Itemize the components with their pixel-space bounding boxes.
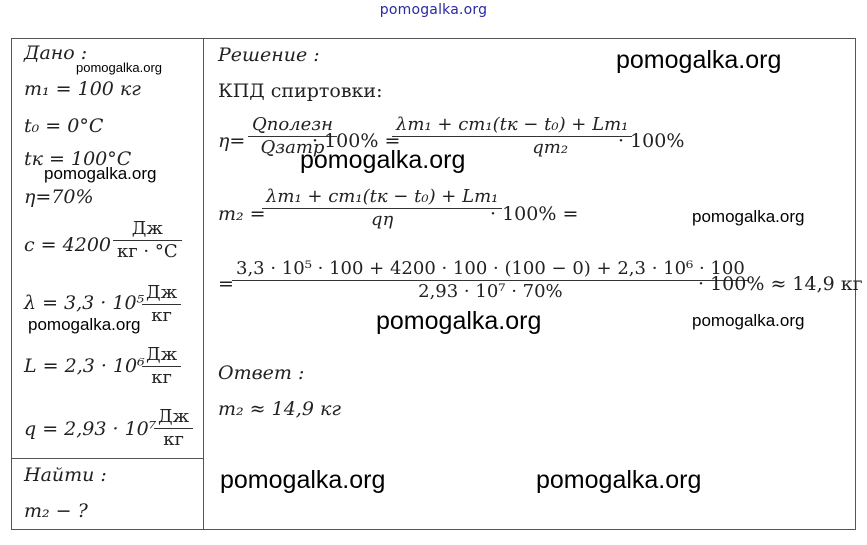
given-c-unit-num: Дж — [113, 218, 182, 241]
given-lambda-unit-num: Дж — [142, 282, 181, 305]
given-q-unit — [154, 406, 193, 451]
given-q: q = 2,93 · 10⁷ — [24, 418, 157, 440]
column-divider — [203, 38, 204, 530]
eq2-tail: · 100% = — [490, 203, 579, 225]
given-L-unit — [142, 344, 181, 389]
given-heading: Дано : — [24, 42, 88, 64]
given-L: L = 2,3 · 10⁶ — [24, 355, 145, 377]
eq1-f2-num: λm₁ + cm₁(tк − t₀) + Lm₁ — [392, 114, 632, 137]
eq3-lhs: = — [218, 273, 234, 295]
eq1-tail: · 100% — [618, 130, 685, 152]
given-c: c = 4200 — [24, 234, 111, 256]
given-find-divider — [11, 458, 204, 459]
eq1-f1-num: Qполезн — [248, 114, 337, 137]
solution-intro: КПД спиртовки: — [218, 80, 383, 102]
watermark: pomogalka.org — [300, 146, 466, 174]
watermark: pomogalka.org — [76, 60, 162, 75]
eq1-f2-den: qm₂ — [532, 137, 569, 158]
watermark: pomogalka.org — [44, 164, 157, 183]
given-tk: tк = 100°C — [24, 148, 132, 170]
site-header-link[interactable]: pomogalka.org — [379, 2, 488, 18]
answer-heading: Ответ : — [218, 362, 305, 384]
given-c-unit — [113, 218, 182, 263]
watermark: pomogalka.org — [692, 207, 805, 226]
solution-heading: Решение : — [218, 44, 320, 66]
given-L-unit-num: Дж — [142, 344, 181, 367]
find-target: m₂ − ? — [24, 500, 88, 522]
watermark: pomogalka.org — [28, 315, 141, 334]
eq1-f1-den: Qзатр — [260, 137, 325, 158]
given-lambda-unit-den: кг — [151, 305, 172, 326]
given-q-unit-den: кг — [163, 429, 184, 450]
given-c-unit-den: кг · °C — [117, 241, 178, 262]
answer-value: m₂ ≈ 14,9 кг — [218, 398, 341, 420]
eq2-num: λm₁ + cm₁(tк − t₀) + Lm₁ — [262, 186, 502, 209]
eq3-den: 2,93 · 10⁷ · 70% — [418, 281, 563, 302]
eq1-mid: · 100% = — [312, 130, 401, 152]
given-lambda-unit — [142, 282, 181, 327]
eq3-num: 3,3 · 10⁵ · 100 + 4200 · 100 · (100 − 0) + 2,3 · 10⁶ · 100 — [232, 258, 749, 281]
find-heading: Найти : — [24, 464, 107, 486]
eq3-tail: · 100% ≈ 14,9 кг — [698, 273, 863, 295]
given-q-unit-num: Дж — [154, 406, 193, 429]
eq3-fraction — [232, 258, 749, 303]
eq2-den: qη — [371, 209, 394, 230]
watermark: pomogalka.org — [220, 466, 386, 494]
given-lambda: λ = 3,3 · 10⁵ — [24, 292, 145, 314]
eq2-fraction — [262, 186, 502, 231]
eq2-lhs: m₂ = — [218, 203, 266, 225]
eq1-lhs: η= — [218, 130, 246, 152]
given-L-unit-den: кг — [151, 367, 172, 388]
given-m1: m₁ = 100 кг — [24, 78, 141, 100]
watermark: pomogalka.org — [692, 311, 805, 330]
given-eta: η=70% — [24, 186, 94, 208]
given-t0: t₀ = 0°C — [24, 115, 104, 137]
watermark: pomogalka.org — [616, 46, 782, 74]
watermark: pomogalka.org — [376, 307, 542, 335]
watermark: pomogalka.org — [536, 466, 702, 494]
